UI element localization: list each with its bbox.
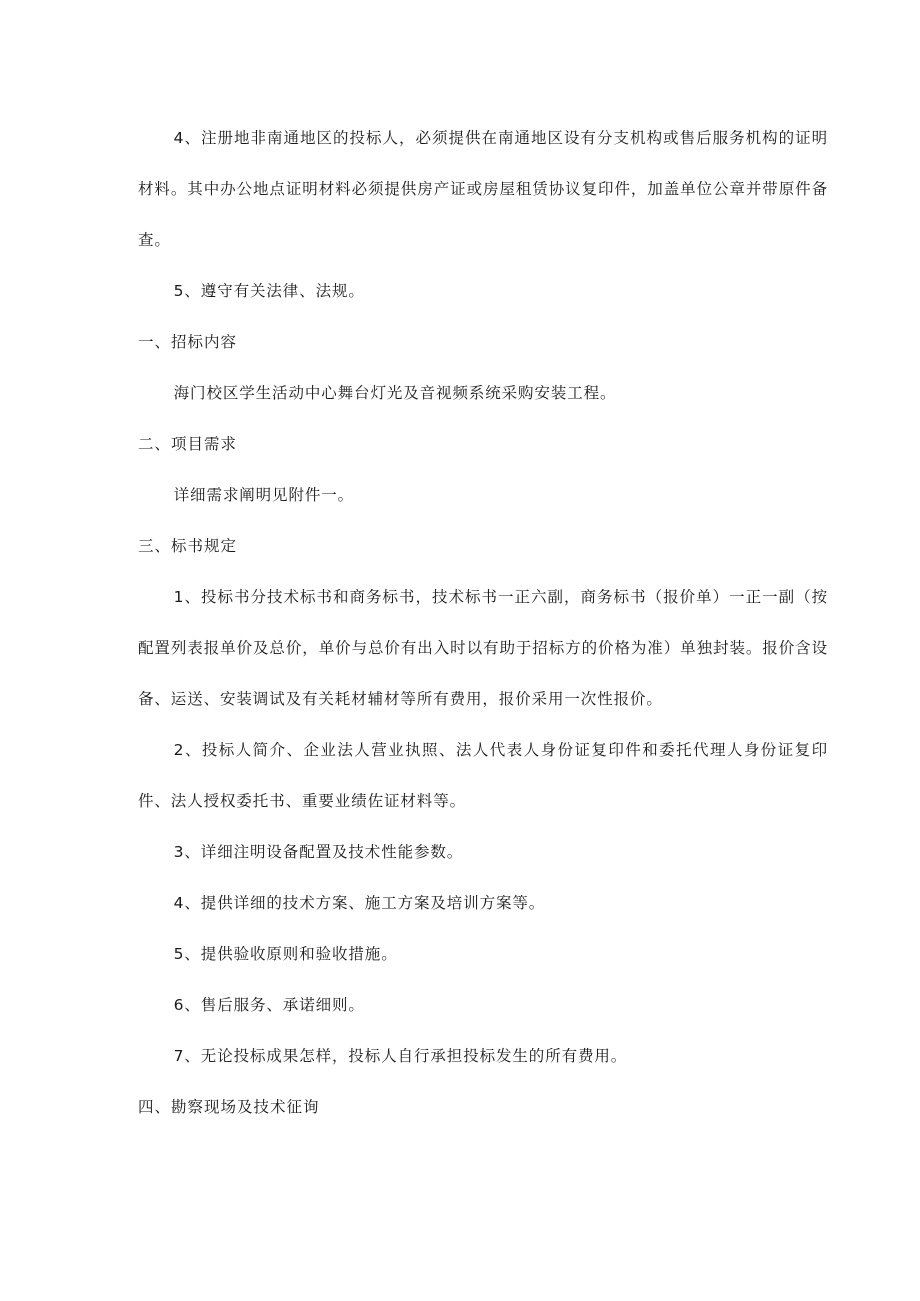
paragraph-tender-rule-4: 4、提供详细的技术方案、施工方案及培训方案等。 [173, 894, 546, 912]
section-heading-tender-rules: 三、标书规定 [138, 537, 238, 555]
section-heading-bid-content: 一、招标内容 [138, 333, 238, 351]
paragraph-tender-rule-5: 5、提供验收原则和验收措施。 [173, 945, 398, 963]
paragraph-tender-rule-3: 3、详细注明设备配置及技术性能参数。 [173, 843, 464, 861]
paragraph-comply-laws: 5、遵守有关法律、法规。 [173, 282, 365, 300]
paragraph-tender-rule-7: 7、无论投标成果怎样，投标人自行承担投标发生的所有费用。 [173, 1047, 628, 1065]
section-heading-project-requirements: 二、项目需求 [138, 435, 238, 453]
document-page [138, 113, 828, 1133]
paragraph-registration-requirement: 4、注册地非南通地区的投标人，必须提供在南通地区设有分支机构或售后服务机构的证明材料。其中办公地点证明材料必须提供房产证或房屋租赁协议复印件，加盖单位公章并带原件备查。 [138, 129, 828, 249]
paragraph-bid-content: 海门校区学生活动中心舞台灯光及音视频系统采购安装工程。 [173, 384, 617, 402]
section-heading-site-survey: 四、勘察现场及技术征询 [138, 1098, 320, 1116]
paragraph-tender-rule-6: 6、售后服务、承诺细则。 [173, 996, 365, 1014]
paragraph-project-requirements: 详细需求阐明见附件一。 [173, 486, 355, 504]
paragraph-tender-rule-1: 1、投标书分技术标书和商务标书，技术标书一正六副，商务标书（报价单）一正一副（按配置列表报单价及总价，单价与总价有出入时以有助于招标方的价格为准）单独封装。报价含设备、运送、安装调试及有关耗材辅材等所有费用，报价采用一次性报价。 [138, 588, 828, 708]
paragraph-tender-rule-2: 2、投标人简介、企业法人营业执照、法人代表人身份证复印件和委托代理人身份证复印件、法人授权委托书、重要业绩佐证材料等。 [138, 741, 828, 810]
